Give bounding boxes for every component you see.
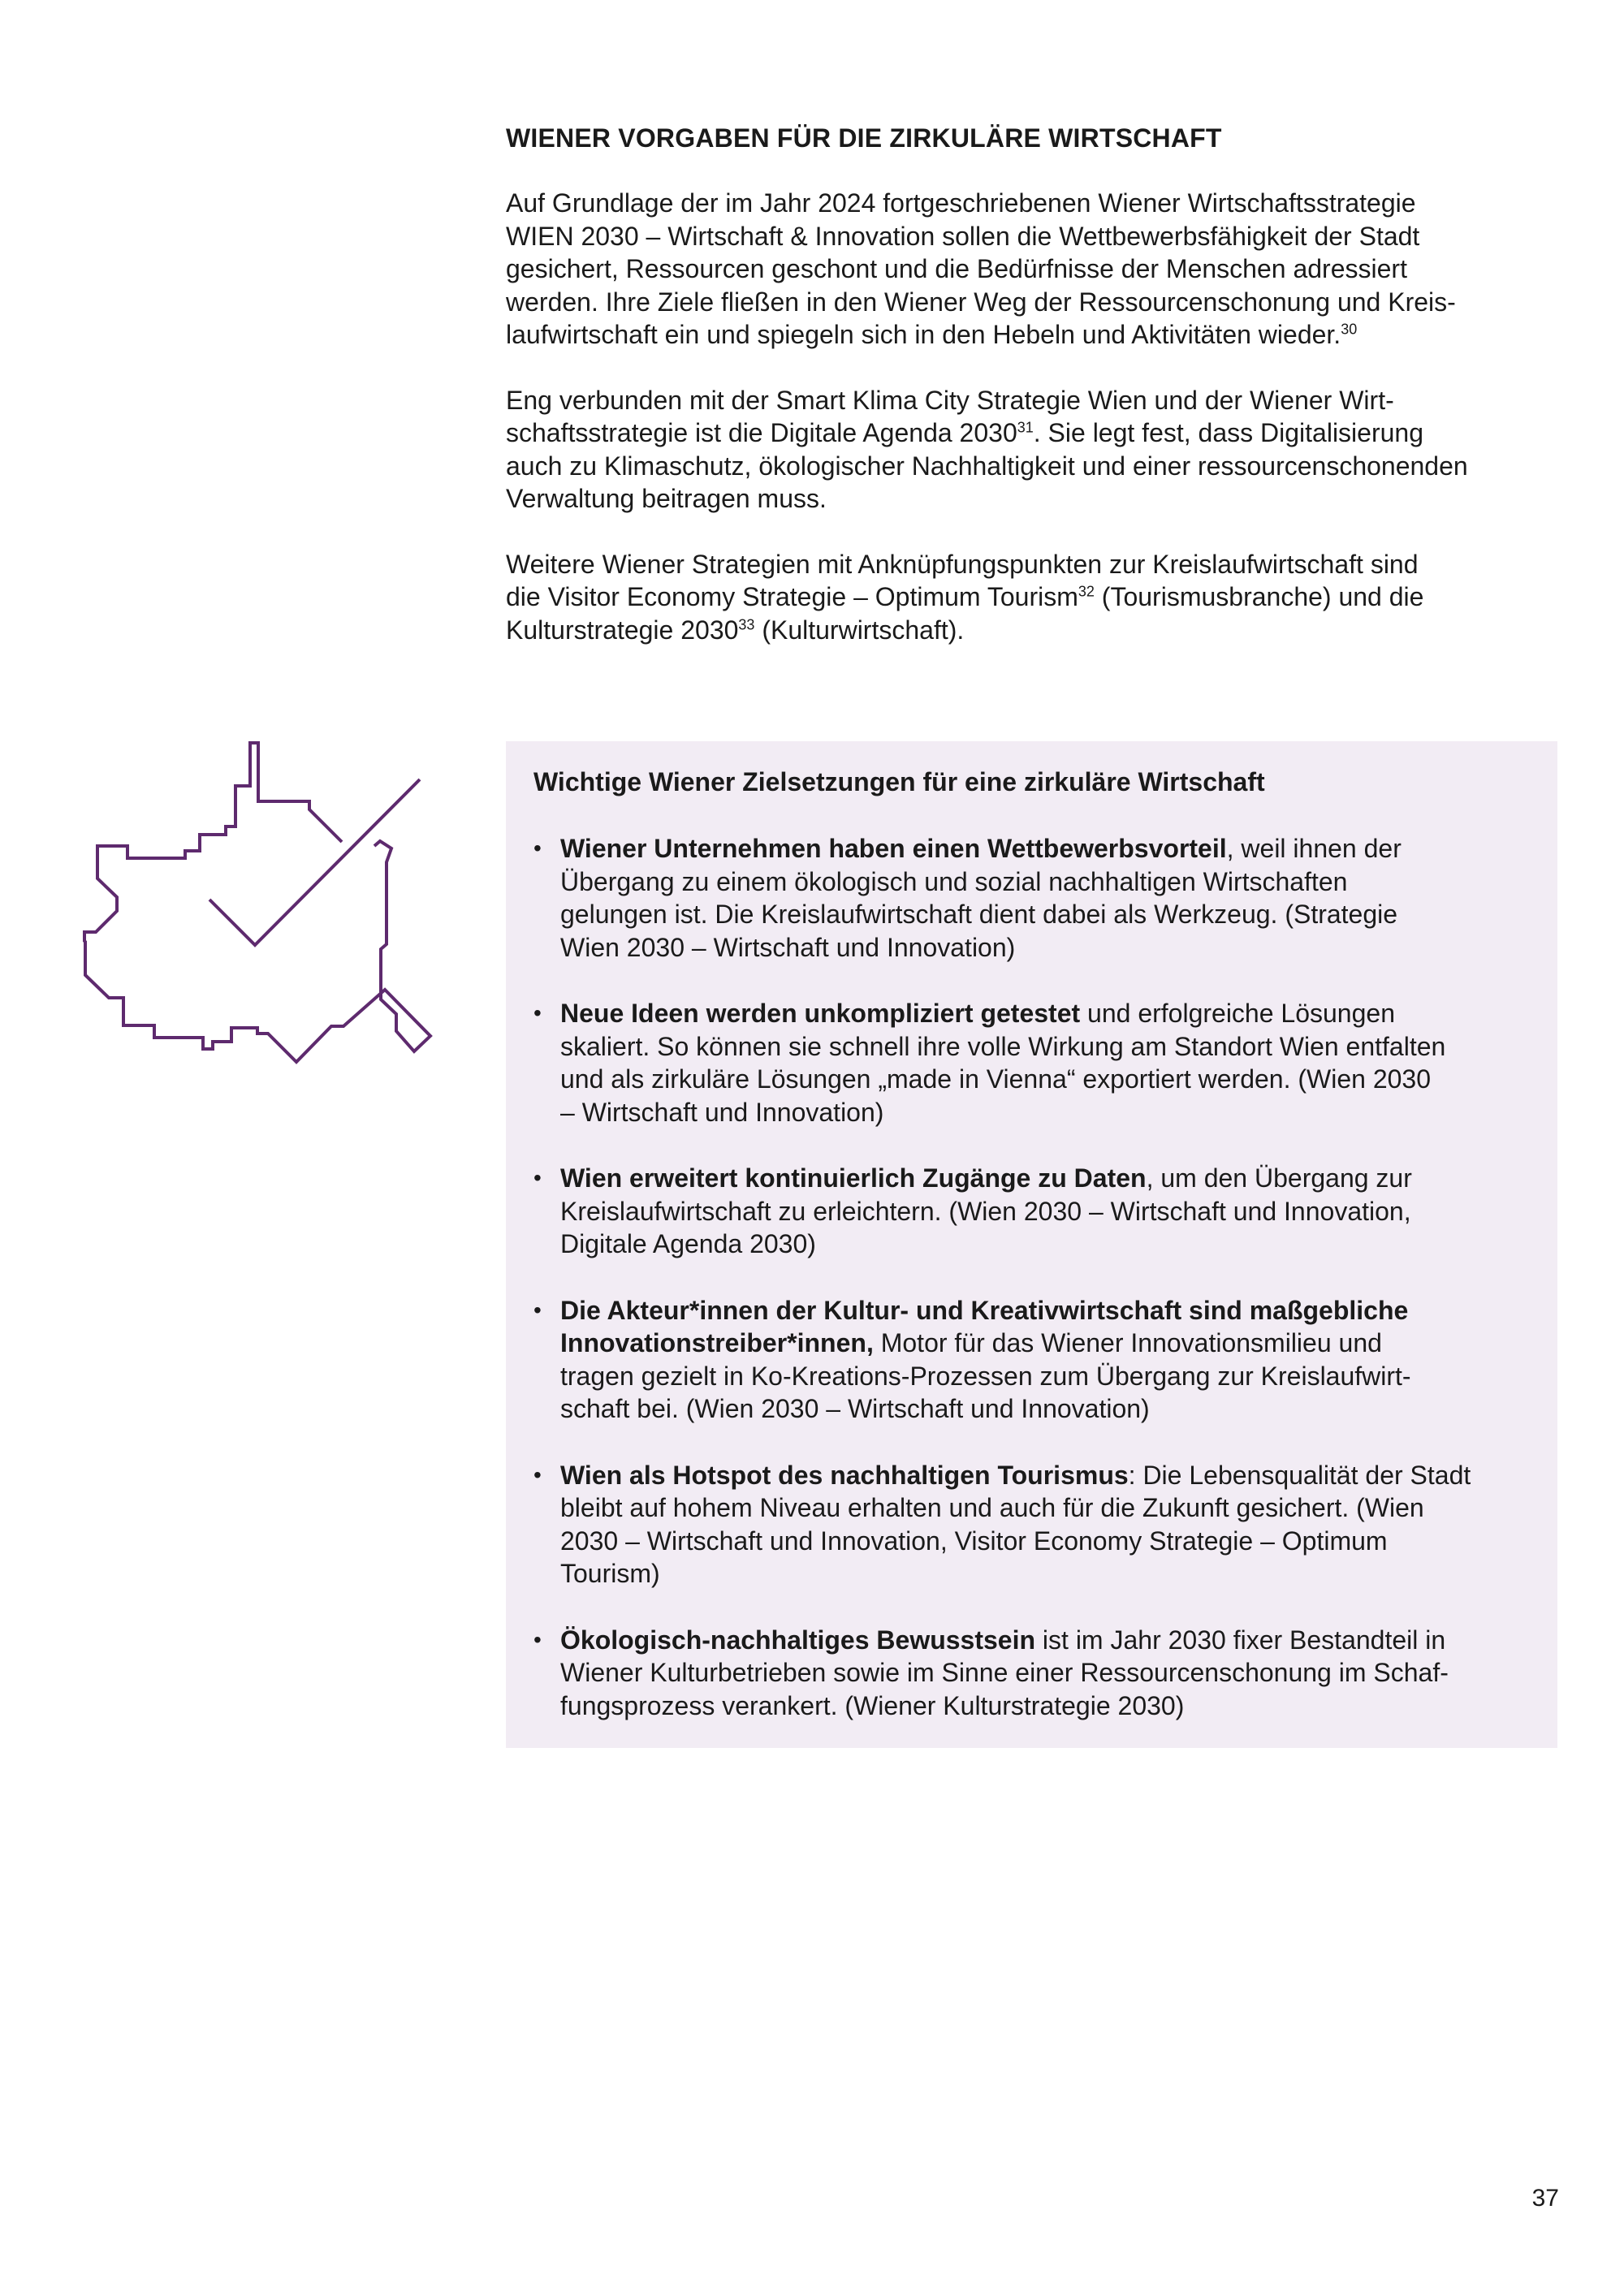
text-line: Eng verbunden mit der Smart Klima City Strategie Wien und der Wiener Wirt-: [506, 385, 1394, 415]
bullet-icon: •: [533, 835, 542, 861]
bullet-icon: •: [533, 1626, 542, 1652]
goal-text: und erfolgreiche Lösungen: [1080, 999, 1395, 1028]
goal-item: [533, 1624, 1529, 1723]
goal-highlight: Wien erweitert kontinuierlich Zugänge zu Daten: [560, 1163, 1147, 1193]
bullet-icon: •: [533, 1461, 542, 1487]
text-line: Kulturstrategie 2030: [506, 615, 739, 645]
checkmark-path: [209, 779, 420, 945]
paragraph-strategy: [506, 187, 1561, 352]
goal-text: und als zirkuläre Lösungen „made in Vienna“ exportiert werden. (Wien 2030: [560, 1064, 1432, 1094]
goal-text: Tourism): [560, 1559, 660, 1588]
footnote-ref: 31: [1017, 419, 1034, 436]
goal-text: skaliert. So können sie schnell ihre volle Wirkung am Standort Wien entfalten: [560, 1031, 1446, 1061]
bullet-icon: •: [533, 1000, 542, 1025]
goal-highlight: Die Akteur*innen der Kultur- und Kreativwirtschaft sind maßgebliche: [560, 1295, 1409, 1325]
text-line: auch zu Klimaschutz, ökologischer Nachhaltigkeit und einer ressourcenschonenden: [506, 451, 1468, 481]
page-number: 37: [1531, 2185, 1559, 2212]
goal-item: [533, 997, 1529, 1129]
goal-text: tragen gezielt in Ko-Kreations-Prozessen zum Übergang zur Kreislaufwirt-: [560, 1361, 1411, 1391]
goal-text: ist im Jahr 2030 fixer Bestandteil in: [1035, 1625, 1446, 1655]
goal-text: Digitale Agenda 2030): [560, 1229, 816, 1258]
goal-text: , weil ihnen der: [1226, 834, 1402, 863]
goal-highlight: Neue Ideen werden unkompliziert getestet: [560, 999, 1081, 1028]
goal-text: Wiener Kulturbetrieben sowie im Sinne einer Ressourcenschonung im Schaf-: [560, 1658, 1449, 1687]
goal-highlight: Innovationstreiber*innen,: [560, 1328, 874, 1357]
section-heading: WIENER VORGABEN FÜR DIE ZIRKULÄRE WIRTSCHAFT: [506, 123, 1222, 153]
main-text-column: [506, 122, 1561, 679]
footnote-ref: 30: [1341, 321, 1358, 338]
text-line: (Tourismusbranche) und die: [1094, 582, 1424, 611]
vienna-outline-path: [84, 743, 430, 1062]
goal-text: : Die Lebensqualität der Stadt: [1128, 1460, 1471, 1490]
goal-item: [533, 1162, 1529, 1261]
footnote-ref: 33: [738, 615, 755, 632]
goals-box: [506, 741, 1557, 1748]
text-line: . Sie legt fest, dass Digitalisierung: [1033, 418, 1423, 447]
goal-text: Kreislaufwirtschaft zu erleichtern. (Wien 2030 – Wirtschaft und Innovation,: [560, 1196, 1411, 1226]
goal-text: gelungen ist. Die Kreislaufwirtschaft dient dabei als Werkzeug. (Strategie: [560, 900, 1398, 929]
goals-list: [533, 832, 1529, 1722]
text-line: schaftsstrategie ist die Digitale Agenda 2030: [506, 418, 1017, 447]
footnote-ref: 32: [1078, 583, 1095, 600]
text-line: WIEN 2030 – Wirtschaft & Innovation sollen die Wettbewerbsfähigkeit der Stadt: [506, 221, 1420, 251]
goal-highlight: Wiener Unternehmen haben einen Wettbewerbsvorteil: [560, 834, 1227, 863]
goal-text: , um den Übergang zur: [1146, 1163, 1412, 1193]
goal-text: Übergang zu einem ökologisch und sozial nachhaltigen Wirtschaften: [560, 866, 1348, 896]
goal-text: fungsprozess verankert. (Wiener Kulturstrategie 2030): [560, 1690, 1185, 1720]
bullet-icon: •: [533, 1297, 542, 1323]
text-line: die Visitor Economy Strategie – Optimum Tourism: [506, 582, 1078, 611]
goals-box-title: Wichtige Wiener Zielsetzungen für eine zirkuläre Wirtschaft: [533, 767, 1265, 796]
goal-text: Motor für das Wiener Innovationsmilieu und: [873, 1328, 1382, 1357]
goal-text: bleibt auf hohem Niveau erhalten und auch für die Zukunft gesichert. (Wien: [560, 1493, 1424, 1522]
paragraph-further-strategies: [506, 548, 1561, 647]
goal-item: [533, 832, 1529, 964]
text-line: Weitere Wiener Strategien mit Anknüpfungspunkten zur Kreislaufwirtschaft sind: [506, 549, 1419, 579]
goal-text: 2030 – Wirtschaft und Innovation, Visitor Economy Strategie – Optimum: [560, 1526, 1388, 1556]
text-line: laufwirtschaft ein und spiegeln sich in den Hebeln und Aktivitäten wieder.: [506, 320, 1341, 349]
text-line: Auf Grundlage der im Jahr 2024 fortgeschriebenen Wiener Wirtschaftsstrategie: [506, 188, 1416, 218]
goal-text: Wien 2030 – Wirtschaft und Innovation): [560, 932, 1016, 962]
text-line: werden. Ihre Ziele fließen in den Wiener Weg der Ressourcenschonung und Kreis-: [506, 287, 1456, 317]
text-line: Verwaltung beitragen muss.: [506, 484, 827, 513]
text-line: (Kulturwirtschaft).: [754, 615, 965, 645]
text-line: gesichert, Ressourcen geschont und die Bedürfnisse der Menschen adressiert: [506, 254, 1407, 283]
goal-text: schaft bei. (Wien 2030 – Wirtschaft und Innovation): [560, 1394, 1150, 1423]
paragraph-digital-agenda: [506, 384, 1561, 516]
goal-highlight: Ökologisch-nachhaltiges Bewusstsein: [560, 1625, 1036, 1655]
goal-item: [533, 1459, 1529, 1590]
vienna-checkmark-icon: [73, 735, 471, 1076]
bullet-icon: •: [533, 1165, 542, 1190]
goal-highlight: Wien als Hotspot des nachhaltigen Tourismus: [560, 1460, 1129, 1490]
goal-text: – Wirtschaft und Innovation): [560, 1097, 884, 1127]
goal-item: [533, 1294, 1529, 1426]
